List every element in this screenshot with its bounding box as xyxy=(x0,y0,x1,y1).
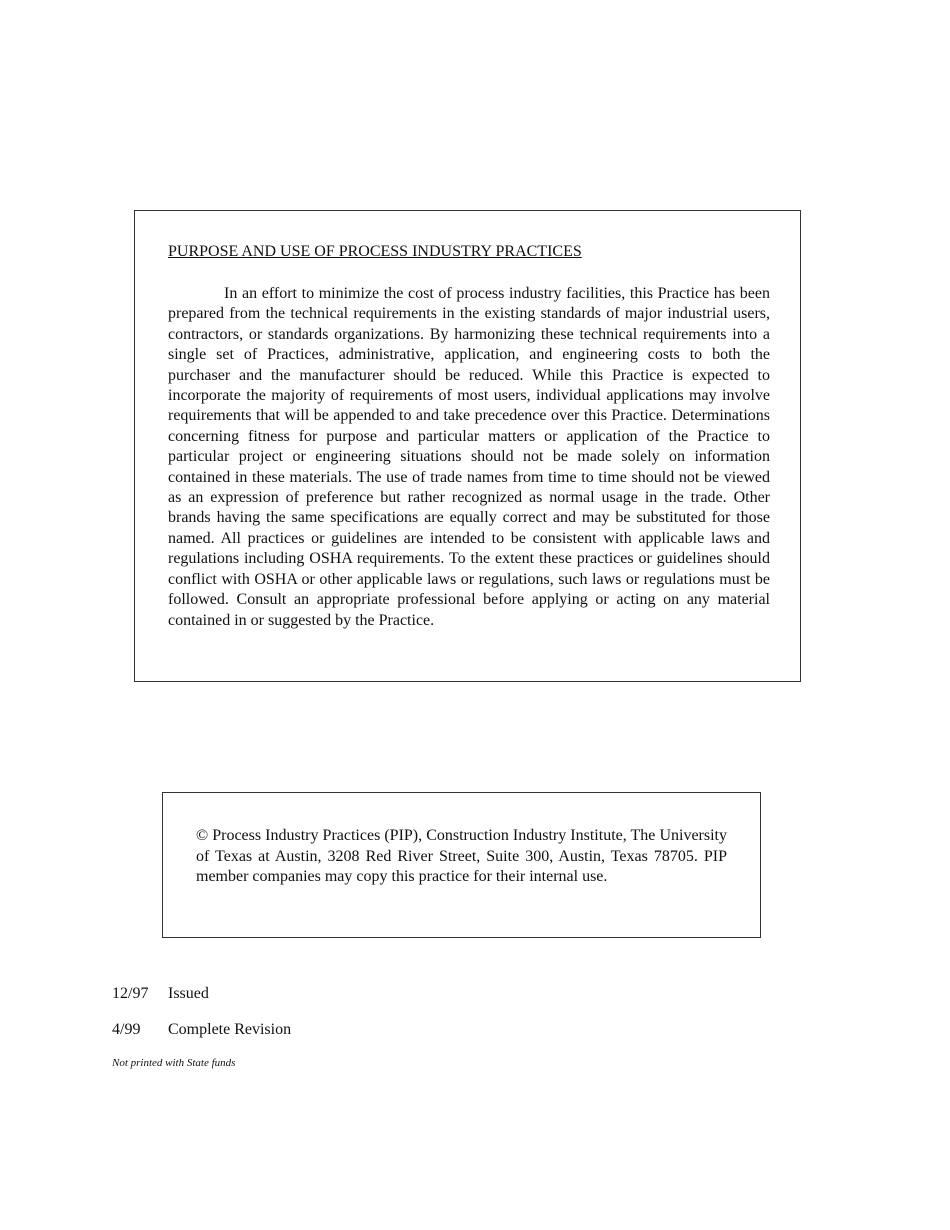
revision-row xyxy=(112,985,209,1003)
purpose-body: In an effort to minimize the cost of process industry facilities, this Practice has been prepared from the technical requirements in the existing standards of major industrial users, contractors, or standards organizations. By harmonizing these technical requirements into a single set of Practices, administrative, application, and engineering costs to both the purchaser and the manufacturer should be reduced. While this Practice is expected to incorporate the majority of requirements of most users, individual applications may involve requirements that will be appended to and take precedence over this Practice. Determinations concerning fitness for purpose and particular matters or application of the Practice to particular project or engineering situations should not be made solely on information contained in these materials. The use of trade names from time to time should not be viewed as an expression of preference but rather recognized as normal usage in the trade. Other brands having the same specifications are equally correct and may be substituted for those named. All practices or guidelines are intended to be consistent with applicable laws and regulations including OSHA requirements. To the extent these practices or guidelines should conflict with OSHA or other applicable laws or regulations, such laws or regulations must be followed. Consult an appropriate professional before applying or acting on any material contained in or suggested by the Practice. xyxy=(168,285,770,629)
purpose-title: PURPOSE AND USE OF PROCESS INDUSTRY PRACTICES xyxy=(168,243,582,260)
purpose-box xyxy=(134,210,801,682)
funding-note: Not printed with State funds xyxy=(112,1057,236,1069)
revision-row xyxy=(112,1021,291,1039)
revision-date: 4/99 xyxy=(112,1021,141,1038)
revision-date: 12/97 xyxy=(112,985,149,1002)
revision-label: Complete Revision xyxy=(168,1021,292,1038)
revision-label: Issued xyxy=(168,985,209,1002)
copyright-box xyxy=(162,792,761,938)
copyright-text: © Process Industry Practices (PIP), Construction Industry Institute, The University of Texas at Austin, 3208 Red River Street, Suite 300, Austin, Texas 78705. PIP member companies may copy this practice for their internal use. xyxy=(196,827,727,886)
